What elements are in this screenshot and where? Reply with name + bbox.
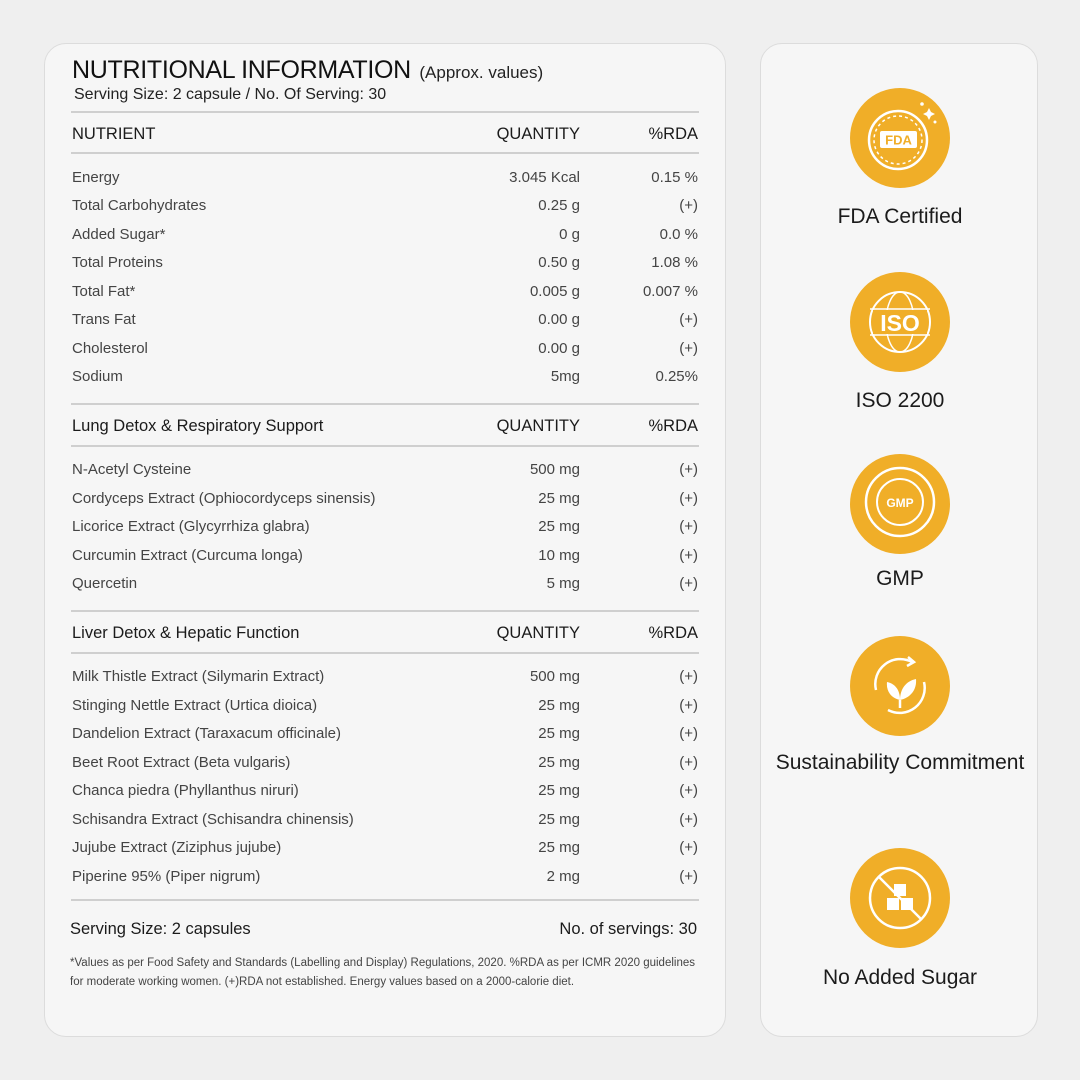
header-name: NUTRIENT [72, 125, 156, 143]
table-row [72, 720, 698, 748]
table-row [72, 834, 698, 862]
row-qty: 0.00 g [538, 340, 580, 357]
nutrition-title-row [72, 56, 543, 85]
nutrition-title: NUTRITIONAL INFORMATION [72, 56, 411, 84]
table-row [72, 692, 698, 720]
header-qty: QUANTITY [496, 417, 580, 435]
table-row [72, 363, 698, 391]
row-name: Jujube Extract (Ziziphus jujube) [72, 839, 282, 856]
table-row [72, 456, 698, 484]
row-name: Added Sugar* [72, 226, 166, 243]
table-row [72, 863, 698, 891]
row-rda: (+) [679, 868, 698, 885]
iso-globe-icon [850, 272, 950, 372]
row-name: Curcumin Extract (Curcuma longa) [72, 547, 303, 564]
row-rda: (+) [679, 668, 698, 685]
row-qty: 2 mg [546, 868, 580, 885]
table-row [72, 542, 698, 570]
row-name: Total Fat* [72, 283, 136, 300]
fda-icon [850, 88, 950, 188]
row-name: Energy [72, 169, 120, 186]
row-qty: 0 g [559, 226, 580, 243]
row-name: Licorice Extract (Glycyrrhiza glabra) [72, 518, 310, 535]
table-row [72, 249, 698, 277]
sustainability-leaf-icon [850, 636, 950, 736]
row-qty: 0.50 g [538, 254, 580, 271]
row-rda: (+) [679, 782, 698, 799]
row-name: Schisandra Extract (Schisandra chinensis) [72, 811, 354, 828]
row-rda: (+) [679, 461, 698, 478]
row-rda: (+) [679, 340, 698, 357]
iso-badge-text: ISO [880, 310, 920, 336]
row-rda: 0.25% [655, 368, 698, 385]
divider [71, 899, 699, 901]
row-qty: 25 mg [538, 839, 580, 856]
row-qty: 25 mg [538, 811, 580, 828]
nutrition-panel [44, 43, 726, 1037]
row-qty: 25 mg [538, 754, 580, 771]
row-name: Total Proteins [72, 254, 163, 271]
header-name: Lung Detox & Respiratory Support [72, 417, 324, 435]
section-header-liver [72, 620, 698, 648]
row-name: Trans Fat [72, 311, 136, 328]
row-qty: 5 mg [546, 575, 580, 592]
divider [71, 403, 699, 405]
row-qty: 25 mg [538, 490, 580, 507]
section-header-lung [72, 413, 698, 441]
row-rda: 1.08 % [651, 254, 698, 271]
header-rda: %RDA [648, 624, 698, 642]
row-qty: 5mg [550, 368, 580, 385]
table-row [72, 777, 698, 805]
row-name: Cordyceps Extract (Ophiocordyceps sinensis) [72, 490, 376, 507]
cert-label-fda: FDA Certified [837, 205, 963, 228]
fda-badge-text: FDA [885, 132, 912, 148]
footnote: *Values as per Food Safety and Standards (Labelling and Display) Regulations, 2020. %RDA as per ICMR 2020 guidelines for moderate working women. (+)RDA not established. Energy values based on a 2000-calorie diet. [70, 957, 695, 988]
row-name: Milk Thistle Extract (Silymarin Extract) [72, 668, 325, 685]
gmp-badge-text: GMP [886, 496, 914, 510]
row-name: Chanca piedra (Phyllanthus niruri) [72, 782, 299, 799]
divider [71, 111, 699, 113]
row-name: Total Carbohydrates [72, 197, 207, 214]
row-rda: (+) [679, 697, 698, 714]
cert-label-no-sugar: No Added Sugar [822, 966, 978, 989]
row-qty: 0.005 g [529, 283, 580, 300]
divider [71, 152, 699, 154]
row-rda: (+) [679, 490, 698, 507]
divider [71, 445, 699, 447]
row-rda: 0.15 % [651, 169, 698, 186]
row-rda: (+) [679, 811, 698, 828]
row-rda: (+) [679, 197, 698, 214]
table-row [72, 513, 698, 541]
cert-label-sustainability: Sustainability Commitment [775, 751, 1025, 774]
row-qty: 3.045 Kcal [509, 169, 580, 186]
row-qty: 500 mg [529, 461, 580, 478]
footer-servings-count: No. of servings: 30 [559, 920, 697, 938]
serving-line: Serving Size: 2 capsule / No. Of Serving: 30 [74, 86, 387, 103]
no-sugar-icon [850, 848, 950, 948]
row-rda: (+) [679, 839, 698, 856]
table-row [72, 806, 698, 834]
table-row [72, 570, 698, 598]
table-row [72, 749, 698, 777]
row-name: Sodium [72, 368, 123, 385]
row-qty: 10 mg [538, 547, 580, 564]
cert-label-iso: ISO 2200 [855, 389, 945, 412]
row-rda: 0.0 % [659, 226, 698, 243]
row-rda: (+) [679, 725, 698, 742]
row-rda: (+) [679, 754, 698, 771]
cert-label-gmp: GMP [876, 567, 924, 590]
row-qty: 0.00 g [538, 311, 580, 328]
row-rda: (+) [679, 547, 698, 564]
header-rda: %RDA [648, 125, 698, 143]
table-row [72, 306, 698, 334]
row-name: Piperine 95% (Piper nigrum) [72, 868, 261, 885]
table-row [72, 278, 698, 306]
table-row [72, 164, 698, 192]
table-row [72, 485, 698, 513]
row-name: Beet Root Extract (Beta vulgaris) [72, 754, 291, 771]
table-row [72, 221, 698, 249]
row-qty: 25 mg [538, 697, 580, 714]
row-rda: 0.007 % [642, 283, 698, 300]
table-row [72, 335, 698, 363]
header-rda: %RDA [648, 417, 698, 435]
header-name: Liver Detox & Hepatic Function [72, 624, 300, 642]
certifications-panel [760, 43, 1038, 1037]
table-row [72, 663, 698, 691]
row-rda: (+) [679, 518, 698, 535]
header-qty: QUANTITY [496, 125, 580, 143]
row-name: Stinging Nettle Extract (Urtica dioica) [72, 697, 318, 714]
row-name: Dandelion Extract (Taraxacum officinale) [72, 725, 342, 742]
row-qty: 25 mg [538, 518, 580, 535]
divider [71, 610, 699, 612]
row-rda: (+) [679, 311, 698, 328]
gmp-seal-icon [850, 454, 950, 554]
row-name: Cholesterol [72, 340, 148, 357]
footer-serving-size: Serving Size: 2 capsules [70, 920, 251, 938]
row-qty: 500 mg [529, 668, 580, 685]
row-qty: 25 mg [538, 782, 580, 799]
row-name: N-Acetyl Cysteine [72, 461, 192, 478]
nutrition-title-note: (Approx. values) [419, 63, 544, 82]
row-name: Quercetin [72, 575, 138, 592]
row-rda: (+) [679, 575, 698, 592]
divider [71, 652, 699, 654]
row-qty: 0.25 g [538, 197, 580, 214]
row-qty: 25 mg [538, 725, 580, 742]
table-row [72, 192, 698, 220]
table-header [72, 121, 698, 149]
header-qty: QUANTITY [496, 624, 580, 642]
